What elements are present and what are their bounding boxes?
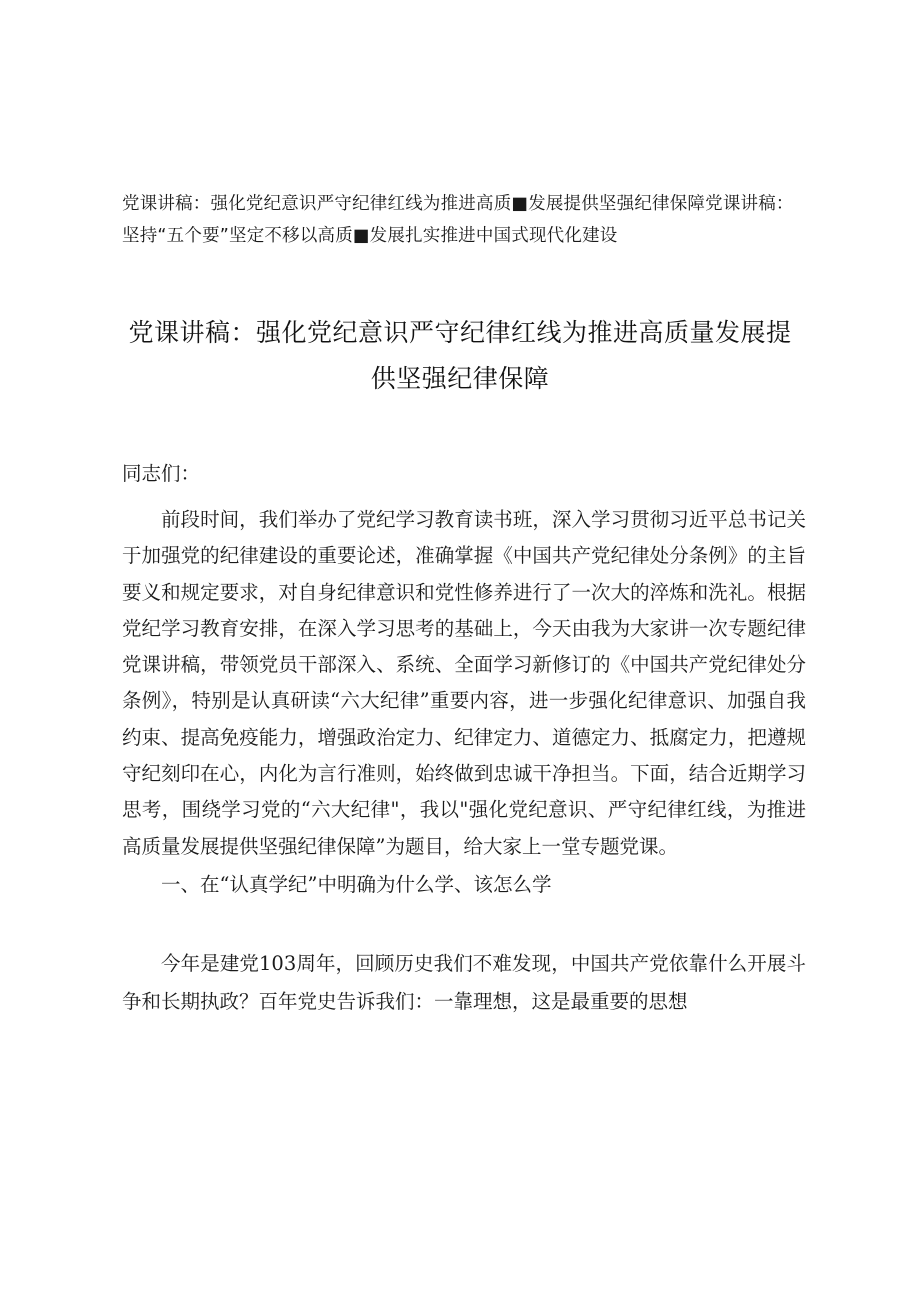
- document-header-title: 党课讲稿：强化党纪意识严守纪律红线为推进高质■发展提供坚强纪律保障党课讲稿：坚持“五个要”坚定不移以高质■发展扎实推进中国式现代化建设: [122, 194, 794, 246]
- section-heading-1: 一、在“认真学纪”中明确为什么学、该怎么学: [161, 872, 552, 896]
- main-title: 党课讲稿：强化党纪意识严守纪律红线为推进高质量发展提供坚强纪律保障: [128, 318, 792, 393]
- paragraph-intro: 前段时间，我们举办了党纪学习教育读书班，深入学习贯彻习近平总书记关于加强党的纪律建设的重要论述，准确掌握《中国共产党纪律处分条例》的主旨要义和规定要求，对自身纪律意识和党性修养进行了一次大的淬炼和洗礼。根据党纪学习教育安排，在深入学习思考的基础上，今天由我为大家讲一次专题纪律党课讲稿，带领党员干部深入、系统、全面学习新修订的《中国共产党纪律处分条例》，特别是认真研读“六大纪律”重要内容，进一步强化纪律意识、加强自我约束、提高免疫能力，增强政治定力、纪律定力、道德定力、抵腐定力，把遵规守纪刻印在心，内化为言行准则，始终做到忠诚干净担当。下面，结合近期学习思考，围绕学习党的“六大纪律"，我以"强化党纪意识、严守纪律红线，为推进高质量发展提供坚强纪律保障”为题目，给大家上一堂专题党课。: [122, 508, 806, 858]
- paragraph-history: 今年是建党103周年，回顾历史我们不难发现，中国共产党依靠什么开展斗争和长期执政？百年党史告诉我们：一靠理想，这是最重要的思想: [122, 951, 806, 1013]
- document-body: [122, 454, 806, 1021]
- greeting: 同志们：: [122, 462, 201, 485]
